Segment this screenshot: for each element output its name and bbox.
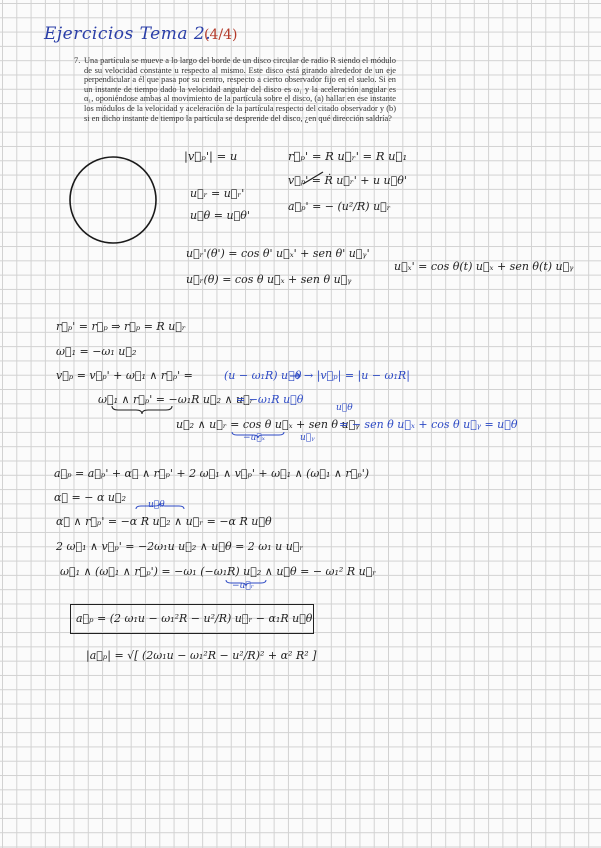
unit-r-prime-expression: u⃗ᵣ'(θ') = cos θ' u⃗ₓ' + sen θ' u⃗ᵧ'	[186, 247, 370, 260]
velocity-modulus: → |v⃗ₚ| = |u − ω₁R|	[304, 369, 410, 382]
note-uy: u⃗ᵧ	[300, 433, 315, 443]
note-utheta-2: u⃗θ	[148, 500, 165, 510]
acceleration-modulus: |a⃗ₚ| = √[ (2ω₁u − ω₁²R − u²/R)² + α² R² ]	[86, 649, 317, 662]
centripetal-term: ω⃗₁ ∧ (ω⃗₁ ∧ r⃗ₚ') = −ω₁ (−ω₁R) u⃗₂ ∧ u⃗θ = − ω₁² R u⃗ᵣ	[60, 565, 377, 578]
unit-x-prime-expression: u⃗ₓ' = cos θ(t) u⃗ₓ + sen θ(t) u⃗ᵧ	[394, 260, 574, 273]
unit-r-expression: u⃗ᵣ(θ) = cos θ u⃗ₓ + sen θ u⃗ᵧ	[186, 273, 352, 286]
note-minus-ux: −u⃗ₓ	[243, 433, 265, 443]
cross-omega-r-result: = −ω₁R u⃗θ	[236, 393, 304, 406]
note-utheta: u⃗θ	[336, 403, 353, 413]
velocity-composition: v⃗ₚ = v⃗ₚ' + ω⃗₁ ∧ r⃗ₚ' =	[56, 369, 193, 382]
cross-omega-r: ω⃗₁ ∧ r⃗ₚ' = −ω₁R u⃗₂ ∧ u⃗ᵣ	[98, 393, 254, 406]
cross-u2-ur-result: = − sen θ u⃗ₓ + cos θ u⃗ᵧ = u⃗θ	[339, 418, 518, 431]
position-equality: r⃗ₚ' = r⃗ₚ ⇒ r⃗ₚ = R u⃗ᵣ	[56, 320, 186, 333]
cross-u2-ur: u⃗₂ ∧ u⃗ᵣ = cos θ u⃗ₓ + sen θ u⃗ᵧ	[176, 418, 360, 431]
unit-r-equality: u⃗ᵣ = u⃗ᵣ'	[190, 187, 245, 200]
problem-number: 7.	[74, 56, 81, 65]
velocity-result: (u − ω₁R) u⃗θ	[224, 369, 302, 382]
unit-theta-equality: u⃗θ = u⃗θ'	[190, 209, 250, 222]
acceleration-composition: a⃗ₚ = a⃗ₚ' + α⃗ ∧ r⃗ₚ' + 2 ω⃗₁ ∧ v⃗ₚ' + ω⃗₁ ∧ (ω⃗₁ ∧ r⃗ₚ')	[54, 467, 370, 480]
coriolis-term: 2 ω⃗₁ ∧ v⃗ₚ' = −2ω₁u u⃗₂ ∧ u⃗θ = 2 ω₁ u u⃗ᵣ	[56, 540, 304, 553]
acceleration-result: a⃗ₚ = (2 ω₁u − ω₁²R − u²/R) u⃗ᵣ − α₁R u⃗θ	[76, 612, 313, 625]
velocity-relative-modulus: |v⃗ₚ'| = u	[184, 149, 238, 163]
note-minus-ur: −u⃗ᵣ	[232, 581, 254, 591]
velocity-relative: v⃗ₚ' = Ṙ u⃗ᵣ' + u u⃗θ'	[288, 174, 407, 187]
angular-velocity: ω⃗₁ = −ω₁ u⃗₂	[56, 345, 137, 358]
cross-alpha-r: α⃗ ∧ r⃗ₚ' = −α R u⃗₂ ∧ u⃗ᵣ = −α R u⃗θ	[56, 515, 272, 528]
acceleration-relative: a⃗ₚ' = − (u²/R) u⃗ᵣ	[288, 200, 391, 213]
angular-acceleration: α⃗ = − α u⃗₂	[54, 491, 126, 504]
position-relative: r⃗ₚ' = R u⃗ᵣ' = R u⃗₁	[288, 149, 408, 163]
problem-statement: Una partícula se mueve a lo largo del borde de un disco circular de radio R siendo el módulo de su velocidad constante u respecto al mismo. Este disco está girando alrededor de un eje perpendicular a él que pasa por su centro, respecto a cierto observador fijo en el suelo. Si en un instante de tiempo dado la velocidad angular del disco es ω₁ y la aceleración angular es α₁, oponiéndose ambas al movimiento de la partícula sobre el disco, (a) hallar en ese instante los módulos de la velocidad y aceleración de la partícula respecto del citado observador y (b) si en dicho instante de tiempo la partícula se desprende del disco, ¿en qué dirección saldría?	[84, 56, 396, 123]
page-title: Ejercicios Tema 2.	[44, 24, 212, 44]
page-number: (4/4)	[204, 27, 238, 43]
